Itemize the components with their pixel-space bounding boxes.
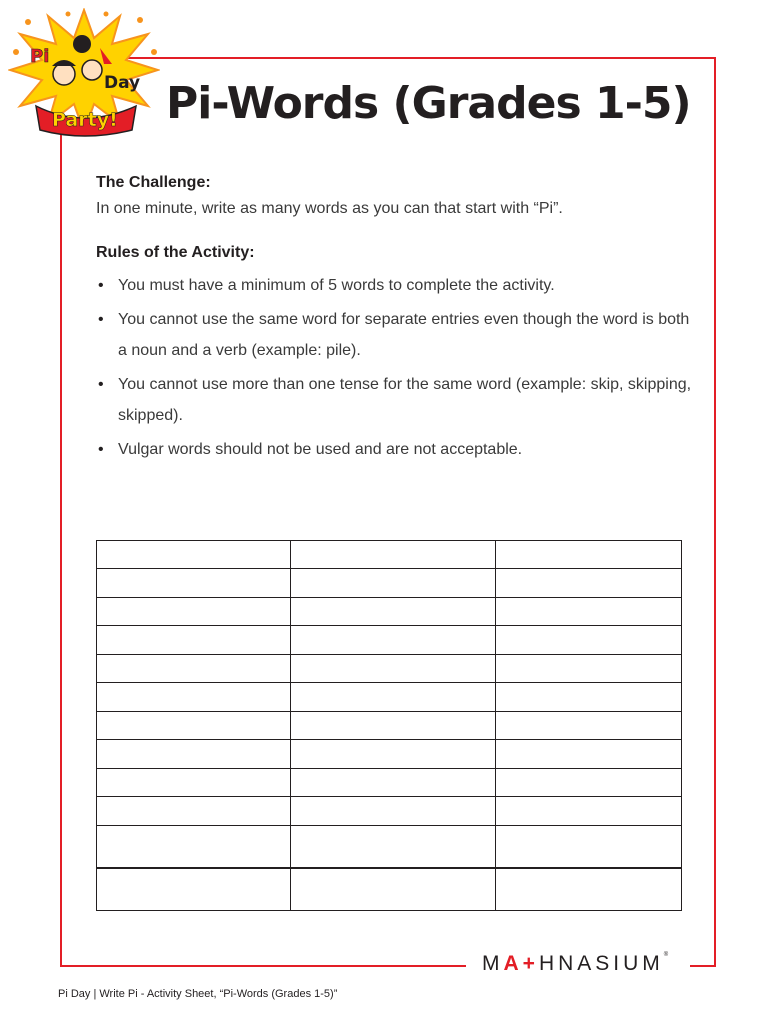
answer-row <box>97 597 682 625</box>
answer-cell[interactable] <box>496 541 682 569</box>
answer-cell[interactable] <box>496 768 682 796</box>
answer-cell[interactable] <box>291 626 496 654</box>
answer-row <box>97 768 682 796</box>
answer-row <box>97 797 682 825</box>
page-footer: Pi Day | Write Pi - Activity Sheet, “Pi-Words (Grades 1-5)” <box>58 988 338 1000</box>
answer-grid <box>96 540 682 911</box>
answer-row <box>97 711 682 739</box>
answer-cell[interactable] <box>291 868 496 911</box>
answer-cell[interactable] <box>97 654 291 682</box>
page-title: Pi-Words (Grades 1-5) <box>166 78 691 129</box>
answer-cell[interactable] <box>291 768 496 796</box>
challenge-text: In one minute, write as many words as you can that start with “Pi”. <box>96 200 563 217</box>
answer-cell[interactable] <box>496 868 682 911</box>
answer-cell[interactable] <box>291 683 496 711</box>
answer-cell[interactable] <box>291 569 496 597</box>
answer-cell[interactable] <box>97 683 291 711</box>
pi-day-party-logo <box>8 8 160 138</box>
answer-cell[interactable] <box>496 797 682 825</box>
answer-cell[interactable] <box>496 626 682 654</box>
answer-cell[interactable] <box>291 825 496 868</box>
brand-pre: M <box>482 952 504 975</box>
answer-row <box>97 740 682 768</box>
answer-cell[interactable] <box>97 768 291 796</box>
answer-row <box>97 868 682 911</box>
answer-cell[interactable] <box>291 541 496 569</box>
answer-cell[interactable] <box>97 797 291 825</box>
answer-cell[interactable] <box>97 626 291 654</box>
answer-cell[interactable] <box>97 569 291 597</box>
logo-day-text: Day <box>104 73 141 93</box>
rules-heading: Rules of the Activity: <box>96 244 255 261</box>
answer-row <box>97 654 682 682</box>
answer-cell[interactable] <box>97 740 291 768</box>
brand-mark: A+ <box>503 952 539 975</box>
instructions <box>96 174 696 468</box>
answer-cell[interactable] <box>291 740 496 768</box>
logo-party-text: Party! <box>52 109 118 131</box>
answer-cell[interactable] <box>97 868 291 911</box>
answer-row <box>97 825 682 868</box>
answer-row <box>97 541 682 569</box>
answer-cell[interactable] <box>496 683 682 711</box>
answer-cell[interactable] <box>496 711 682 739</box>
answer-cell[interactable] <box>291 597 496 625</box>
answer-cell[interactable] <box>291 797 496 825</box>
answer-cell[interactable] <box>496 740 682 768</box>
answer-cell[interactable] <box>496 654 682 682</box>
challenge-heading: The Challenge: <box>96 174 211 191</box>
answer-cell[interactable] <box>97 711 291 739</box>
answer-row <box>97 626 682 654</box>
logo-pi-text: Pi <box>30 46 50 67</box>
answer-cell[interactable] <box>97 825 291 868</box>
brand-post: HNASIUM <box>538 952 664 975</box>
rules-list <box>96 270 696 465</box>
answer-cell[interactable] <box>291 711 496 739</box>
rule-item: • Vulgar words should not be used and are not acceptable. <box>96 434 696 465</box>
answer-cell[interactable] <box>291 654 496 682</box>
answer-cell[interactable] <box>496 569 682 597</box>
answer-cell[interactable] <box>496 825 682 868</box>
answer-cell[interactable] <box>97 597 291 625</box>
rule-item: • You cannot use the same word for separate entries even though the word is both a noun and a verb (example: pile). <box>96 304 696 366</box>
rule-item: • You cannot use more than one tense for the same word (example: skip, skipping, skipped). <box>96 369 696 431</box>
rule-item: • You must have a minimum of 5 words to complete the activity. <box>96 270 696 301</box>
answer-cell[interactable] <box>496 597 682 625</box>
answer-row <box>97 569 682 597</box>
mathnasium-logo <box>482 952 668 976</box>
answer-cell[interactable] <box>97 541 291 569</box>
trademark-icon: ® <box>663 952 669 958</box>
answer-row <box>97 683 682 711</box>
